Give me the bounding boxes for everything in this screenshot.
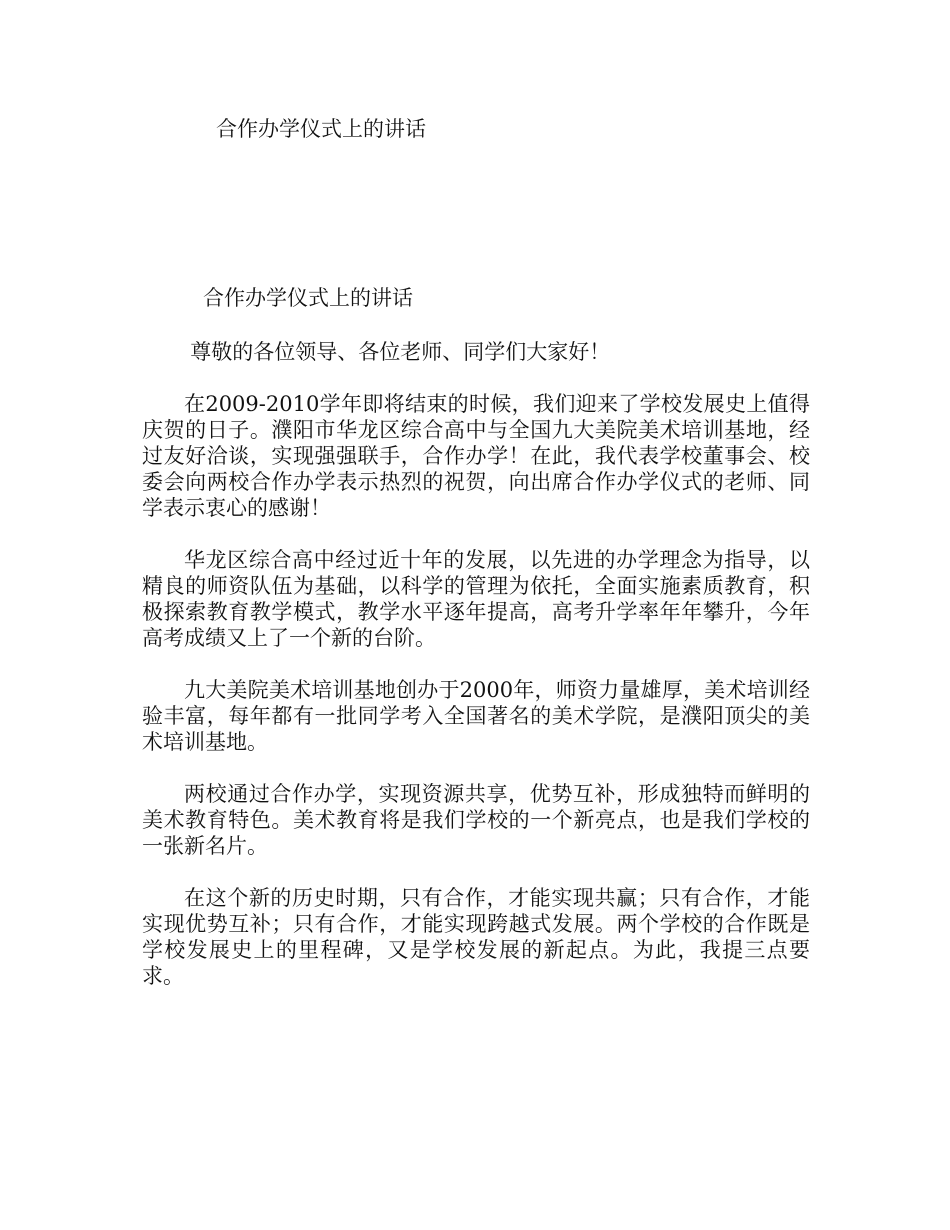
document-header-title: 合作办学仪式上的讲话: [216, 117, 426, 141]
paragraph-4: 两校通过合作办学，实现资源共享，优势互补，形成独特而鲜明的美术教育特色。美术教育将是我们学校的一个新亮点，也是我们学校的一张新名片。: [142, 782, 810, 858]
paragraph-1: 在2009-2010学年即将结束的时候，我们迎来了学校发展史上值得庆贺的日子。濮阳市华龙区综合高中与全国九大美院美术培训基地，经过友好洽谈，实现强强联手，合作办学！在此，我代表学校董事会、校委会向两校合作办学表示热烈的祝贺，向出席合作办学仪式的老师、同学表示衷心的感谢！: [142, 392, 810, 520]
paragraph-5: 在这个新的历史时期，只有合作，才能实现共赢；只有合作，才能实现优势互补；只有合作，才能实现跨越式发展。两个学校的合作既是学校发展史上的里程碑，又是学校发展的新起点。为此，我提三点要求。: [142, 886, 810, 988]
greeting-paragraph: 尊敬的各位领导、各位老师、同学们大家好！: [190, 340, 611, 364]
paragraph-2: 华龙区综合高中经过近十年的发展，以先进的办学理念为指导，以精良的师资队伍为基础，以科学的管理为依托，全面实施素质教育，积极探索教育教学模式，教学水平逐年提高，高考升学率年年攀升，今年高考成绩又上了一个新的台阶。: [142, 548, 810, 650]
speech-body: [142, 339, 810, 1015]
paragraph-3: 九大美院美术培训基地创办于2000年，师资力量雄厚，美术培训经验丰富，每年都有一批同学考入全国著名的美术学院，是濮阳顶尖的美术培训基地。: [142, 678, 810, 754]
speech-title: 合作办学仪式上的讲话: [203, 286, 413, 310]
